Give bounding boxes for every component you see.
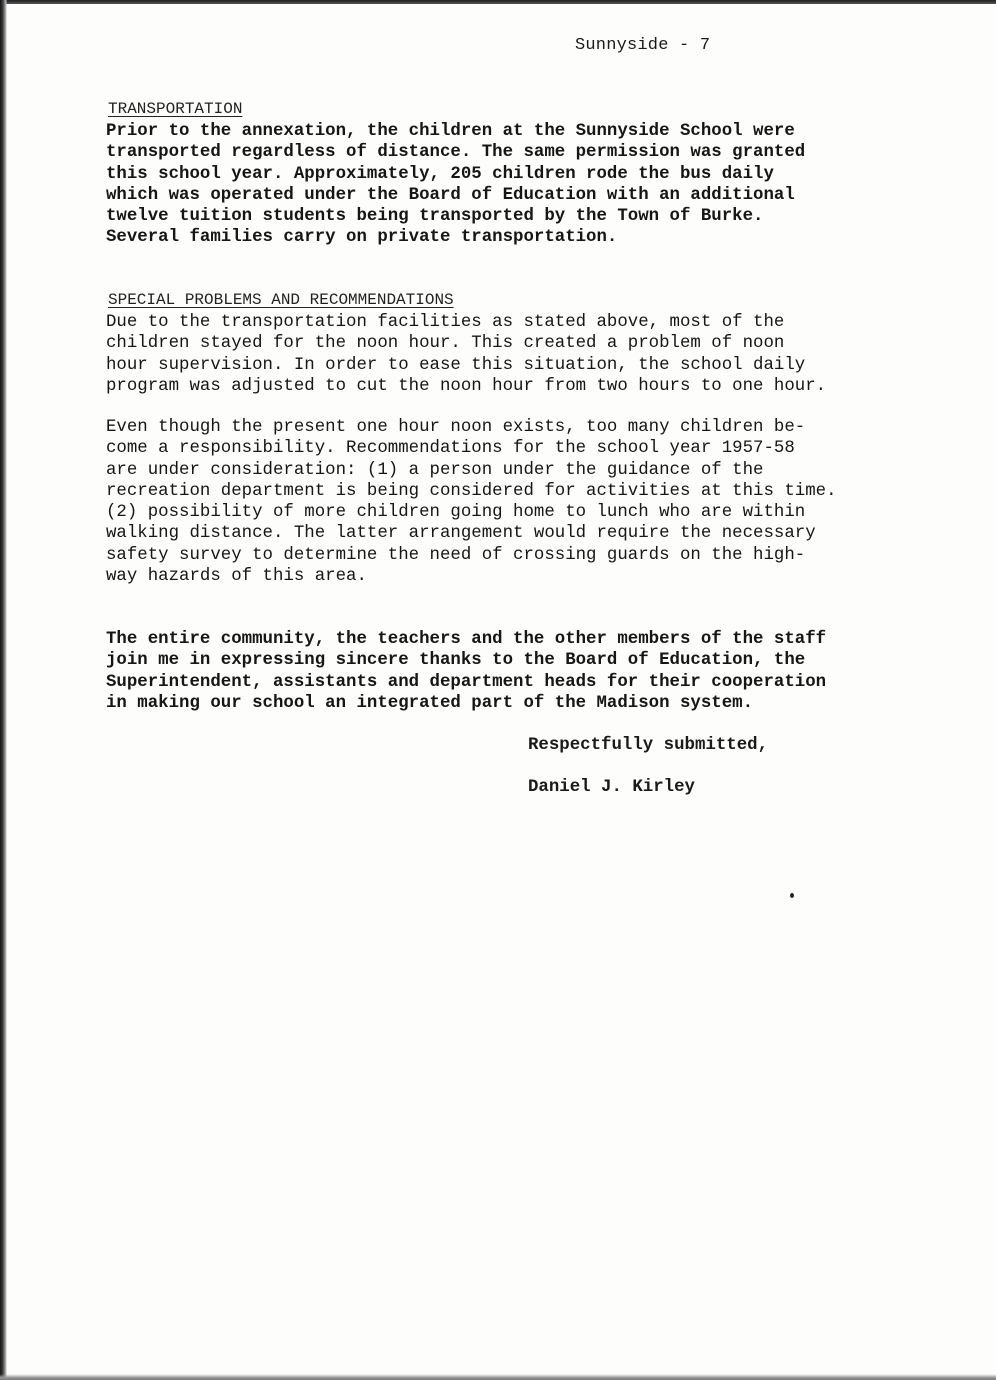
scan-edge-top bbox=[0, 0, 996, 4]
scan-edge-left bbox=[0, 0, 7, 1380]
section-heading-transportation: TRANSPORTATION bbox=[108, 100, 243, 118]
closing-paragraph: The entire community, the teachers and the other members of the staff join me in expressing sincere thanks to the Board of Education, the Superintendent, assistants and department heads for their cooperation in making our school an integrated part of the Madison system. bbox=[106, 630, 827, 713]
section-heading-special-problems: SPECIAL PROBLEMS AND RECOMMENDATIONS bbox=[108, 291, 454, 309]
scan-speck bbox=[790, 893, 794, 898]
complimentary-close: Respectfully submitted, bbox=[528, 736, 769, 755]
scan-edge-bottom bbox=[0, 1374, 996, 1380]
signature-name: Daniel J. Kirley bbox=[528, 778, 695, 797]
transportation-paragraph: Prior to the annexation, the children at the Sunnyside School were transported regardless of distance. The same permission was granted this school year. Approximately, 205 children rode the bus daily which was operated under the Board of Education with an additional twelve tuition students being transported by the Town of Burke. Several families carry on private transportation. bbox=[106, 122, 806, 248]
special-problems-paragraph-1: Due to the transportation facilities as stated above, most of the children stayed for the noon hour. This created a problem of noon hour supervision. In order to ease this situation, the school daily program was adjusted to cut the noon hour from two hours to one hour. bbox=[106, 313, 827, 396]
page-number-header: Sunnyside - 7 bbox=[575, 36, 711, 55]
special-problems-paragraph-2: Even though the present one hour noon exists, too many children be- come a responsibility. Recommendations for the school year 1957-58 are under consideration: (1) a person under the guidance of the recreation department is being considered for activities at this time. (2) possibility of more children going home to lunch who are within walking distance. The latter arrangement would require the necessary safety survey to determine the need of crossing guards on the high- way hazards of this area. bbox=[106, 418, 837, 587]
